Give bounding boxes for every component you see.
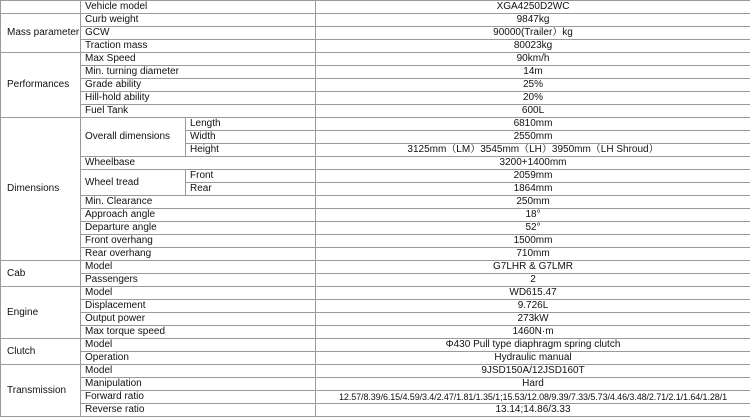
table-row bbox=[1, 196, 750, 209]
spec-value: 3125mm（LM）3545mm（LH）3950mm（LH Shroud） bbox=[316, 144, 750, 157]
spec-label: Rear overhang bbox=[81, 248, 316, 261]
spec-value: Φ430 Pull type diaphragm spring clutch bbox=[316, 339, 750, 352]
spec-value: 250mm bbox=[316, 196, 750, 209]
spec-label: Wheelbase bbox=[81, 157, 316, 170]
spec-label: Operation bbox=[81, 352, 316, 365]
table-row bbox=[1, 118, 750, 131]
group-cab: Cab bbox=[1, 261, 81, 287]
spec-value: 18° bbox=[316, 209, 750, 222]
table-row bbox=[1, 235, 750, 248]
table-row bbox=[1, 300, 750, 313]
spec-value: WD615.47 bbox=[316, 287, 750, 300]
table-row bbox=[1, 404, 750, 417]
table-row bbox=[1, 105, 750, 118]
spec-value: 25% bbox=[316, 79, 750, 92]
group-transmission: Transmission bbox=[1, 365, 81, 417]
spec-sublabel: Front bbox=[186, 170, 316, 183]
table-row bbox=[1, 14, 750, 27]
table-row bbox=[1, 53, 750, 66]
spec-label: Forward ratio bbox=[81, 391, 316, 404]
spec-value: 6810mm bbox=[316, 118, 750, 131]
group-engine: Engine bbox=[1, 287, 81, 339]
table-row bbox=[1, 287, 750, 300]
spec-label: Manipulation bbox=[81, 378, 316, 391]
spec-label: Output power bbox=[81, 313, 316, 326]
spec-label: Traction mass bbox=[81, 40, 316, 53]
group-dimensions: Dimensions bbox=[1, 118, 81, 261]
spec-sublabel: Length bbox=[186, 118, 316, 131]
spec-value: Hard bbox=[316, 378, 750, 391]
spec-value: 9847kg bbox=[316, 14, 750, 27]
spec-label: Passengers bbox=[81, 274, 316, 287]
spec-value: G7LHR & G7LMR bbox=[316, 261, 750, 274]
spec-value: 1864mm bbox=[316, 183, 750, 196]
spec-value: 14m bbox=[316, 66, 750, 79]
spec-value: 9JSD150A/12JSD160T bbox=[316, 365, 750, 378]
table-row bbox=[1, 313, 750, 326]
table-row bbox=[1, 66, 750, 79]
spec-value: Hydraulic manual bbox=[316, 352, 750, 365]
spec-value: 273kW bbox=[316, 313, 750, 326]
table-row bbox=[1, 274, 750, 287]
spec-label: Min. turning diameter bbox=[81, 66, 316, 79]
table-row bbox=[1, 248, 750, 261]
group-mass-parameter: Mass parameter bbox=[1, 14, 81, 53]
spec-value: 710mm bbox=[316, 248, 750, 261]
spec-label: Departure angle bbox=[81, 222, 316, 235]
spec-label: GCW bbox=[81, 27, 316, 40]
spec-label: Model bbox=[81, 261, 316, 274]
spec-sublabel: Rear bbox=[186, 183, 316, 196]
spec-value: 3200+1400mm bbox=[316, 157, 750, 170]
table-row bbox=[1, 261, 750, 274]
spec-sublabel: Height bbox=[186, 144, 316, 157]
spec-label: Model bbox=[81, 287, 316, 300]
spec-sublabel: Width bbox=[186, 131, 316, 144]
spec-label: Vehicle model bbox=[81, 1, 316, 14]
table-row bbox=[1, 92, 750, 105]
group-performances: Performances bbox=[1, 53, 81, 118]
table-row bbox=[1, 157, 750, 170]
table-row bbox=[1, 365, 750, 378]
spec-value: XGA4250D2WC bbox=[316, 1, 750, 14]
spec-label: Model bbox=[81, 365, 316, 378]
spec-label: Wheel tread bbox=[81, 170, 186, 196]
spec-label: Reverse ratio bbox=[81, 404, 316, 417]
table-row bbox=[1, 170, 750, 183]
spec-value: 52° bbox=[316, 222, 750, 235]
spec-label: Displacement bbox=[81, 300, 316, 313]
spec-label: Max Speed bbox=[81, 53, 316, 66]
spec-label: Approach angle bbox=[81, 209, 316, 222]
spec-value: 600L bbox=[316, 105, 750, 118]
spec-label: Fuel Tank bbox=[81, 105, 316, 118]
spec-value: 13.14;14.86/3.33 bbox=[316, 404, 750, 417]
table-row bbox=[1, 339, 750, 352]
table-row bbox=[1, 352, 750, 365]
spec-label: Front overhang bbox=[81, 235, 316, 248]
group-clutch: Clutch bbox=[1, 339, 81, 365]
spec-value: 1500mm bbox=[316, 235, 750, 248]
table-row bbox=[1, 27, 750, 40]
spec-label: Min. Clearance bbox=[81, 196, 316, 209]
table-row bbox=[1, 391, 750, 404]
spec-label: Grade ability bbox=[81, 79, 316, 92]
table-row bbox=[1, 326, 750, 339]
spec-label: Model bbox=[81, 339, 316, 352]
spec-value: 12.57/8.39/6.15/4.59/3.4/2.47/1.81/1.35/1;15.53/12.08/9.39/7.33/5.73/4.46/3.48/2.71/2.1/1.64/1.28/1 bbox=[316, 391, 750, 404]
empty-cell bbox=[1, 1, 81, 14]
table-row bbox=[1, 1, 750, 14]
spec-label: Overall dimensions bbox=[81, 118, 186, 157]
spec-value: 90km/h bbox=[316, 53, 750, 66]
spec-value: 2550mm bbox=[316, 131, 750, 144]
spec-label: Max torque speed bbox=[81, 326, 316, 339]
spec-value: 20% bbox=[316, 92, 750, 105]
table-row bbox=[1, 40, 750, 53]
spec-label: Hill-hold ability bbox=[81, 92, 316, 105]
spec-value: 90000(Trailer）kg bbox=[316, 27, 750, 40]
table-row bbox=[1, 378, 750, 391]
table-row bbox=[1, 209, 750, 222]
table-row bbox=[1, 79, 750, 92]
spec-value: 2059mm bbox=[316, 170, 750, 183]
spec-value: 2 bbox=[316, 274, 750, 287]
spec-value: 1460N·m bbox=[316, 326, 750, 339]
spec-value: 9.726L bbox=[316, 300, 750, 313]
spec-value: 80023kg bbox=[316, 40, 750, 53]
spec-label: Curb weight bbox=[81, 14, 316, 27]
table-row bbox=[1, 222, 750, 235]
